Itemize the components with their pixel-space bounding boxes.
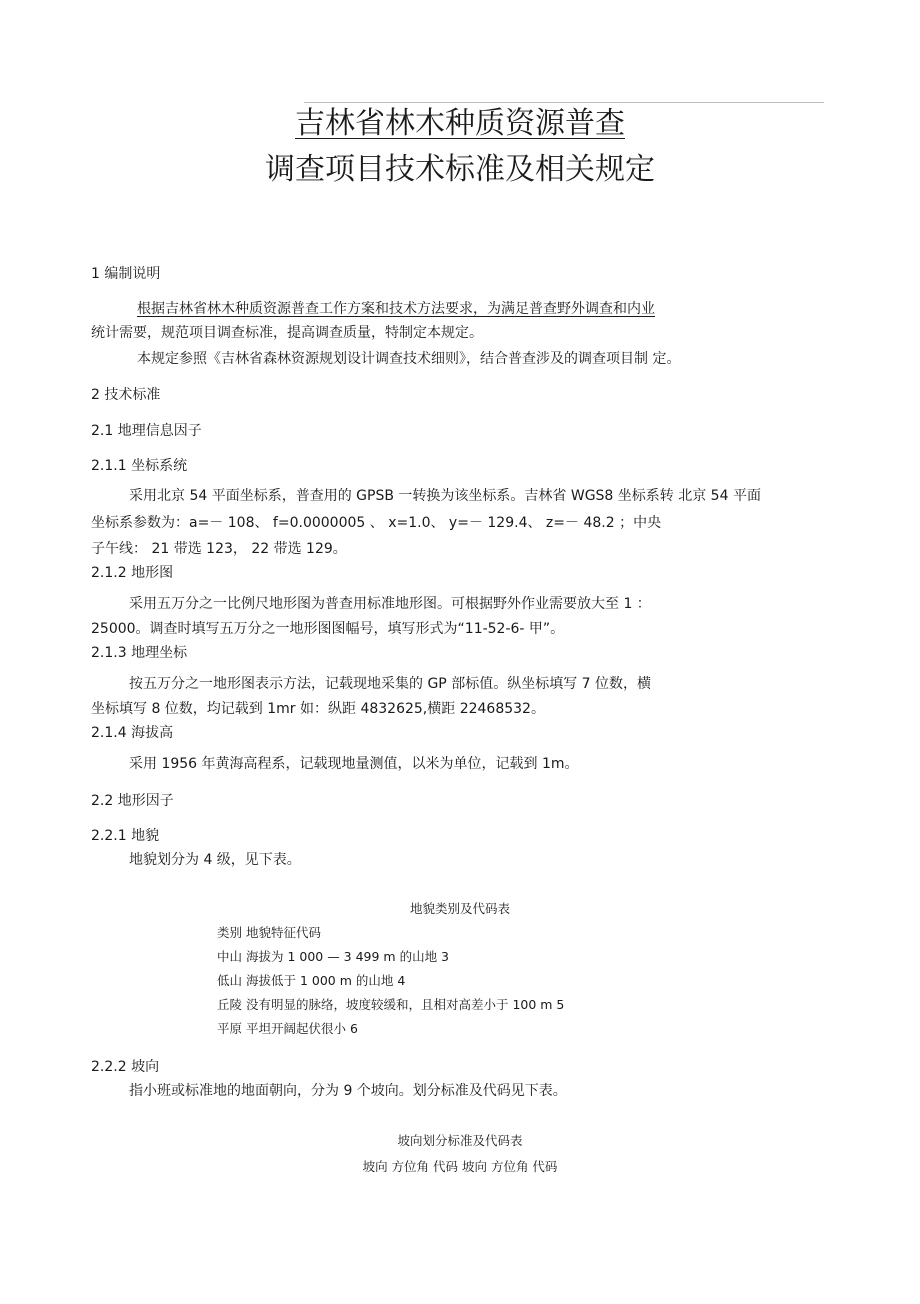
coord-system-line-3: 子午线： 21 带选 123， 22 带选 129。 [91,541,347,557]
table-row: 低山 海拔低于 1 000 m 的山地 4 [217,973,406,988]
section-2-1-1-heading: 2.1.1 坐标系统 [91,458,188,474]
section-2-2-2-heading: 2.2.2 坡向 [91,1059,160,1075]
geo-coord-line-2: 坐标填写 8 位数，均记载到 1mr 如：纵距 4832625,横距 22468532。 [91,701,545,717]
landform-line-1: 地貌划分为 4 级，见下表。 [129,852,301,868]
section-2-1-heading: 2.1 地理信息因子 [91,423,202,439]
coord-system-line-2: 坐标系参数为：a=－ 108、 f=0.0000005 、 x=1.0、 y=－ 129.4、 z=－ 48.2 ；中央 [91,515,662,531]
topo-map-line-2: 25000。调查时填写五万分之一地形图图幅号，填写形式为“11-52-6- 甲”。 [91,621,565,637]
section-1-heading: 1 编制说明 [91,266,161,282]
section-2-heading: 2 技术标准 [91,387,161,403]
landform-table-header: 类别 地貌特征代码 [217,925,321,940]
section-2-2-heading: 2.2 地形因子 [91,793,174,809]
doc-title-line1: 吉林省林木种质资源普查 [295,106,625,141]
aspect-line-1: 指小班或标准地的地面朝向，分为 9 个坡向。划分标准及代码见下表。 [129,1083,567,1099]
section-2-2-1-heading: 2.2.1 地貌 [91,828,160,844]
coord-system-line-1: 采用北京 54 平面坐标系，普查用的 GPSB 一转换为该坐标系。吉林省 WGS8 坐标系转 北京 54 平面 [129,488,761,504]
section-2-1-2-heading: 2.1.2 地形图 [91,565,174,581]
topo-map-line-1: 采用五万分之一比例尺地形图为普查用标准地形图。可根据野外作业需要放大至 1 ： [129,596,651,612]
table-row: 中山 海拔为 1 000 — 3 499 m 的山地 3 [217,949,450,964]
section-2-1-4-heading: 2.1.4 海拔高 [91,725,174,741]
aspect-table-caption: 坡向划分标准及代码表 [397,1133,523,1148]
section-2-1-3-heading: 2.1.3 地理坐标 [91,645,188,661]
para-1-line-1: 根据吉林省林木种质资源普查工作方案和技术方法要求，为满足普查野外调查和内业 [137,301,655,317]
para-1-line-2: 统计需要，规范项目调查标准，提高调查质量，特制定本规定。 [91,325,483,341]
doc-title-line2: 调查项目技术标准及相关规定 [265,152,655,187]
header-rule [304,102,824,103]
geo-coord-line-1: 按五万分之一地形图表示方法，记载现地采集的 GP 部标值。纵坐标填写 7 位数，横 [129,676,651,692]
aspect-table-header: 坡向 方位角 代码 坡向 方位角 代码 [362,1159,558,1174]
table-row: 平原 平坦开阔起伏很小 6 [217,1021,358,1036]
table-row: 丘陵 没有明显的脉络，坡度较缓和，且相对高差小于 100 m 5 [217,997,565,1012]
elevation-line-1: 采用 1956 年黄海高程系，记载现地量测值，以米为单位，记载到 1m。 [129,756,579,772]
landform-table-caption: 地貌类别及代码表 [409,901,510,916]
para-2: 本规定参照《吉林省森林资源规划设计调查技术细则》，结合普查涉及的调查项目制 定。 [137,351,681,367]
